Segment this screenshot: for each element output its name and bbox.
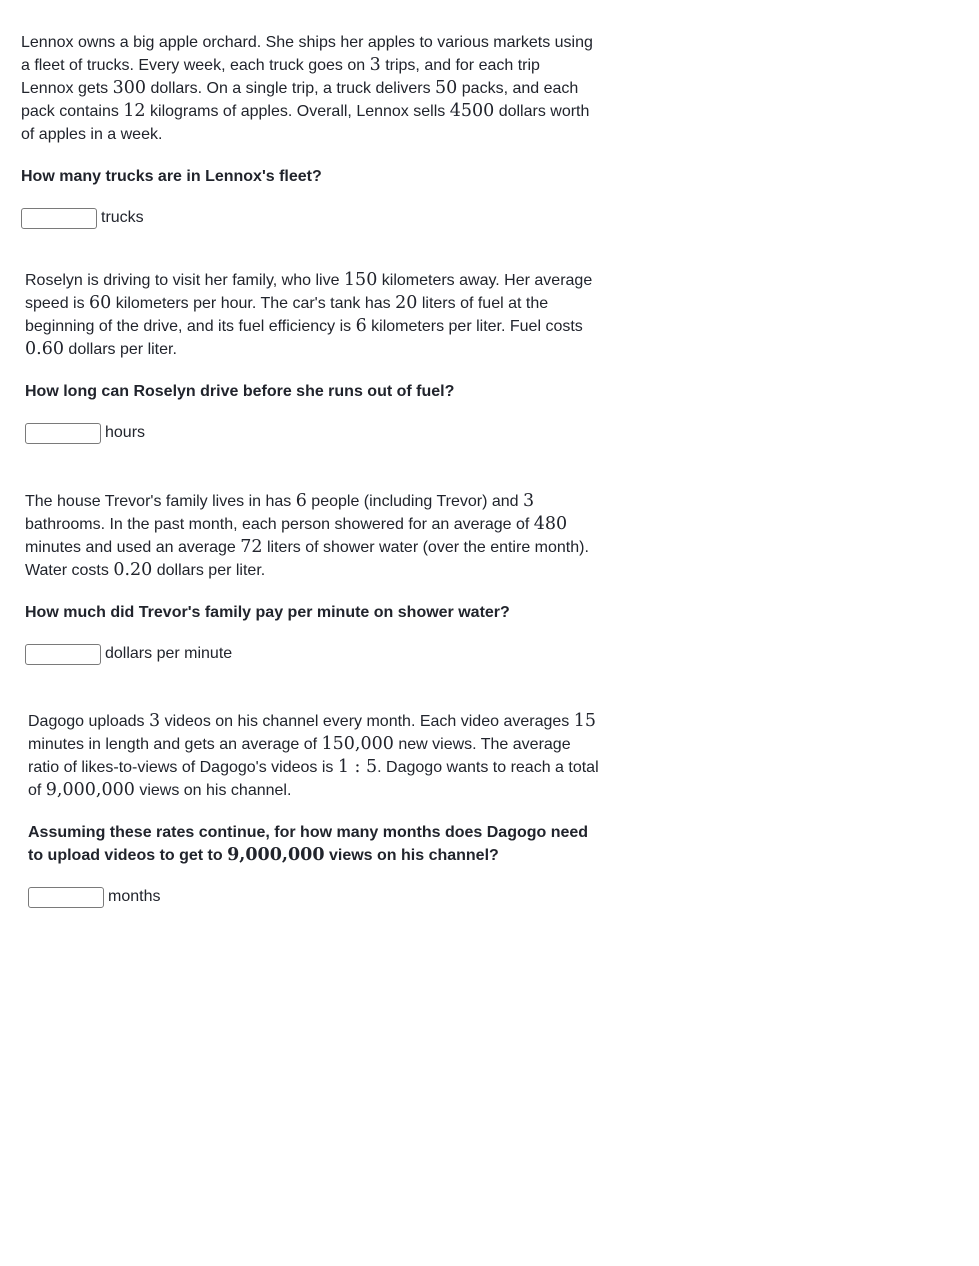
math-number: 15 — [573, 711, 596, 731]
math-number: 0.20 — [113, 560, 153, 580]
text-run: . Dagogo wants to reach a total of — [28, 759, 599, 799]
math-number: 1 : 5 — [337, 757, 378, 777]
text-run: bathrooms. In the past month, each person showered for an average of — [25, 516, 534, 533]
text-run: dollars per liter. — [63, 341, 177, 358]
math-number: 12 — [123, 101, 146, 121]
problem-3 — [25, 490, 600, 666]
math-number: 480 — [533, 514, 568, 534]
text-run: How long can Roselyn drive before she runs out of fuel? — [25, 383, 455, 400]
problem-statement — [28, 710, 603, 802]
text-run: minutes and used an average — [25, 539, 241, 556]
text-run: Roselyn is driving to visit her family, who live — [25, 272, 344, 289]
problem-2 — [25, 269, 600, 445]
text-run: trips, and for each trip Lennox gets — [21, 57, 540, 97]
text-run: How much did Trevor's family pay per minute on shower water? — [25, 604, 510, 621]
text-run: kilometers per hour. The car's tank has — [111, 295, 396, 312]
text-run: new views. The average ratio of likes-to-views of Dagogo's videos is — [28, 736, 571, 776]
text-run: minutes in length and gets an average of — [28, 736, 322, 753]
math-number: 0.60 — [25, 339, 64, 359]
math-number: 9,000,000 — [45, 780, 135, 800]
answer-input[interactable] — [25, 423, 101, 444]
text-run: The house Trevor's family lives in has — [25, 493, 296, 510]
answer-input[interactable] — [25, 644, 101, 665]
text-run: dollars worth of apples in a week. — [21, 103, 590, 143]
unit-label: months — [108, 888, 161, 905]
text-run: Lennox owns a big apple orchard. She ships her apples to various markets using a fleet of trucks. Every week, each truck goes on — [21, 34, 593, 74]
problem-1 — [21, 31, 596, 230]
answer-input[interactable] — [21, 208, 97, 229]
answer-row — [25, 642, 600, 666]
math-number: 6 — [355, 316, 367, 336]
text-run: people (including Trevor) and — [306, 493, 523, 510]
problem-statement — [25, 269, 600, 361]
math-number: 72 — [240, 537, 263, 557]
text-run: kilometers per liter. Fuel costs — [366, 318, 583, 335]
text-run: kilometers away. Her average speed is — [25, 272, 593, 312]
text-run: views on his channel. — [134, 782, 292, 799]
math-number: 300 — [112, 78, 147, 98]
math-number: 9,000,000 — [227, 845, 325, 865]
question-text — [21, 165, 596, 188]
text-run: dollars. On a single trip, a truck delivers — [146, 80, 436, 97]
text-run: videos on his channel every month. Each video averages — [160, 713, 574, 730]
text-run: liters of fuel at the beginning of the drive, and its fuel efficiency is — [25, 295, 549, 335]
math-number: 4500 — [449, 101, 495, 121]
question-text — [28, 821, 603, 867]
math-number: 3 — [522, 491, 535, 511]
math-number: 6 — [295, 491, 307, 511]
unit-label: dollars per minute — [105, 645, 233, 662]
math-number: 150 — [343, 270, 378, 290]
text-run: kilograms of apples. Overall, Lennox sells — [145, 103, 450, 120]
math-number: 20 — [395, 293, 418, 313]
problem-statement — [25, 490, 600, 582]
unit-label: trucks — [101, 209, 144, 226]
text-run: dollars per liter. — [152, 562, 266, 579]
text-run: Assuming these rates continue, for how many months does Dagogo need to upload videos to get to — [28, 824, 589, 864]
math-number: 3 — [148, 711, 161, 731]
math-number: 50 — [435, 78, 458, 98]
answer-row — [28, 885, 603, 909]
question-text — [25, 380, 600, 403]
question-text — [25, 601, 600, 624]
math-number: 150,000 — [321, 734, 394, 754]
text-run: views on his channel? — [324, 847, 499, 864]
text-run: packs, and each pack contains — [21, 80, 579, 120]
unit-label: hours — [105, 424, 146, 441]
answer-row — [21, 206, 596, 230]
math-number: 3 — [369, 55, 381, 75]
answer-input[interactable] — [28, 887, 104, 908]
text-run: How many trucks are in Lennox's fleet? — [21, 168, 322, 185]
text-run: Dagogo uploads — [28, 713, 149, 730]
text-run: liters of shower water (over the entire month). Water costs — [25, 539, 589, 579]
problem-4 — [28, 710, 603, 909]
problem-statement — [21, 31, 596, 146]
math-number: 60 — [89, 293, 112, 313]
answer-row — [25, 421, 600, 445]
